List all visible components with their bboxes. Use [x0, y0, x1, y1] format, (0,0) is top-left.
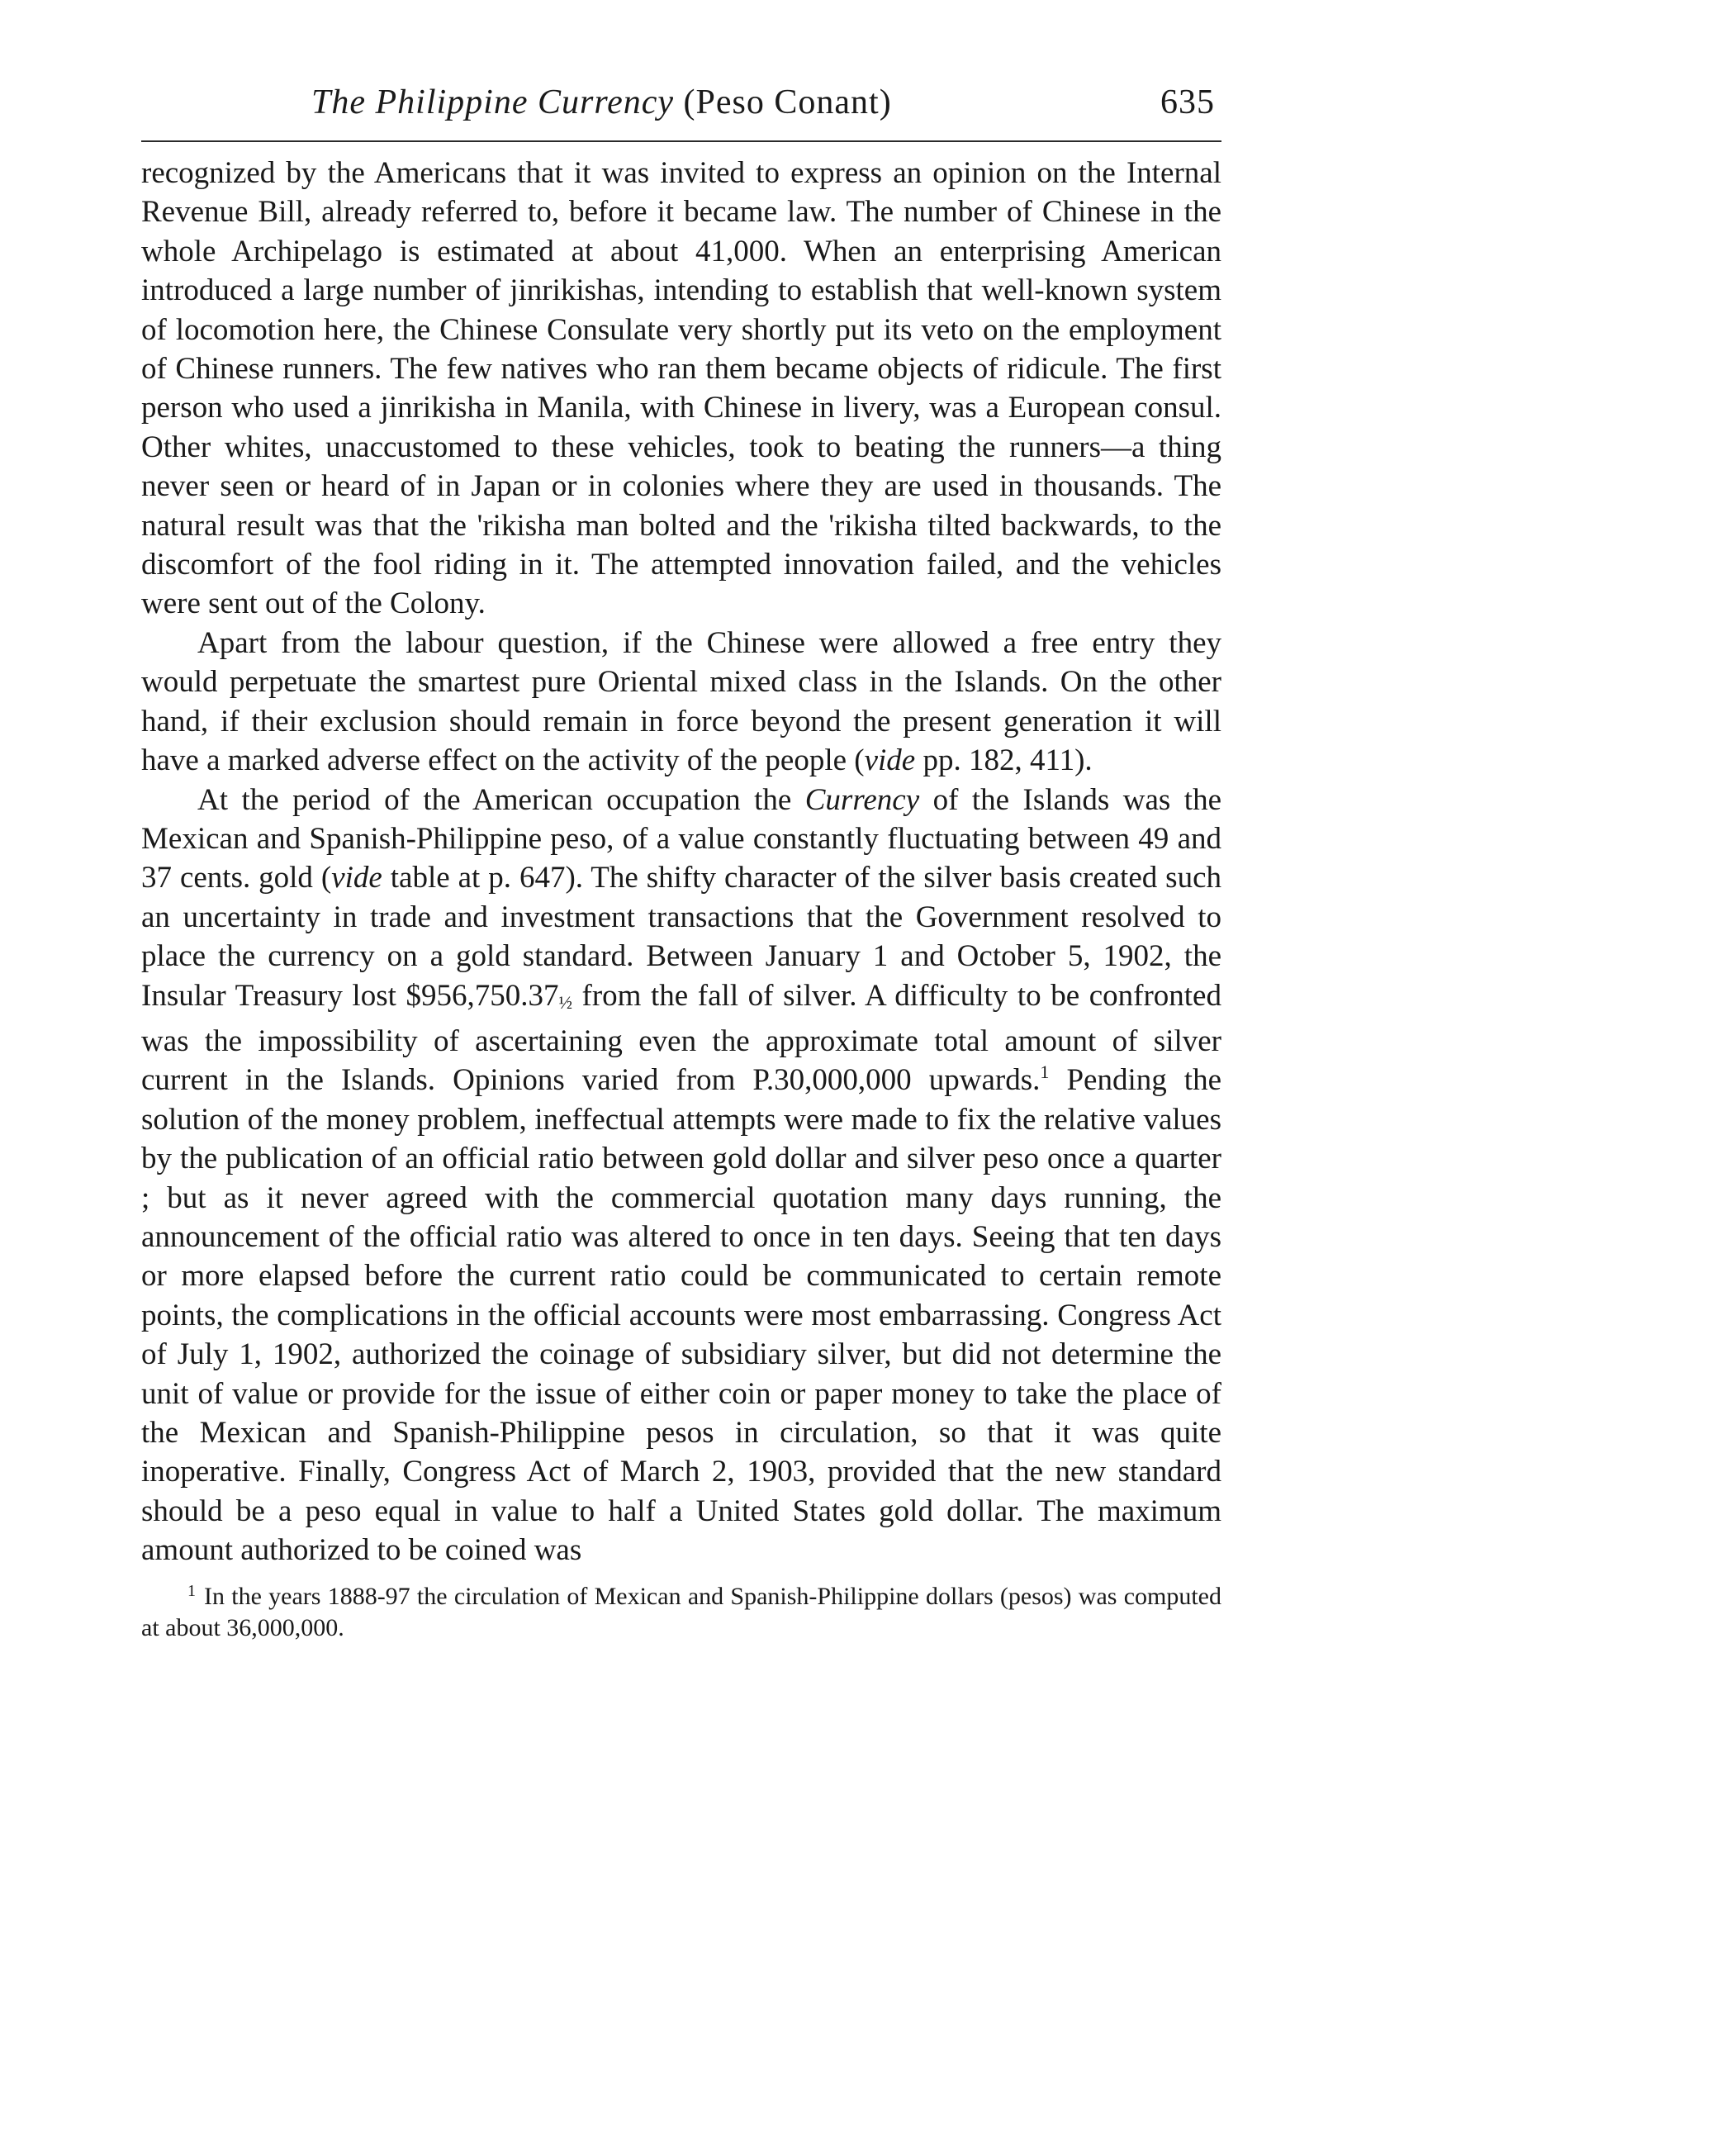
paragraph-2-text-a: Apart from the labour question, if the Chinese were allowed a free entry they would perpetuate the smartest pure Oriental mixed class in the Islands. On the other hand, if their exclusion should remain in force beyond the present generation it will have a marked adverse effect on the activity of the people ( — [141, 625, 1221, 778]
body-text — [141, 154, 1221, 1570]
footnote — [141, 1575, 1221, 1644]
paragraph-3-fraction: ½ — [558, 991, 572, 1013]
page-number: 635 — [1160, 83, 1215, 121]
header-rule — [141, 140, 1221, 142]
footnote-mark: 1 — [187, 1581, 196, 1600]
running-head-title — [311, 83, 892, 122]
running-head — [141, 76, 1221, 140]
running-head-title-italic: The Philippine Currency — [311, 83, 675, 121]
paragraph-3-text-d: from the fall of silver. A difficulty to be confronted was the impossibility of ascertaining even the approximate total amount of silver current in the Islands. Opinions varied from P.30,000,000 upwards. — [141, 978, 1221, 1098]
footnote-text: In the years 1888-97 the circulation of Mexican and Spanish-Philippine dollars (pesos) was computed at about 36,000,000. — [141, 1582, 1221, 1641]
paragraph-2 — [141, 624, 1221, 781]
paragraph-3-vide: vide — [331, 861, 382, 895]
footnote-reference: 1 — [1040, 1061, 1050, 1083]
paragraph-3-text-e: Pending the solution of the money problem, ineffectual attempts were made to fix the relative values by the publication of an official ratio between gold dollar and silver peso once a quarter ; but as it never agreed with the commercial quotation many days running, the announcement of the official ratio was altered to once in ten days. Seeing that ten days or more elapsed before the current ratio could be communicated to certain remote points, the complications in the official accounts were most embarrassing. Congress Act of July 1, 1902, authorized the coinage of subsidiary silver, but did not determine the unit of value or provide for the issue of either coin or paper money to take the place of the Mexican and Spanish-Philippine pesos in circulation, so that it was quite inoperative. Finally, Congress Act of March 2, 1903, provided that the new standard should be a peso equal in value to half a United States gold dollar. The maximum amount authorized to be coined was — [141, 1063, 1222, 1568]
paragraph-3 — [141, 781, 1221, 1570]
paragraph-1-text: recognized by the Americans that it was invited to express an opinion on the Internal Revenue Bill, already referred to, before it became law. The number of Chinese in the whole Archipelago is estimated at about 41,000. When an enterprising American introduced a large number of jinrikishas, intending to establish that well-known system of locomotion here, the Chinese Consulate very shortly put its veto on the employment of Chinese runners. The few natives who ran them became objects of ridicule. The first person who used a jinrikisha in Manila, with Chinese in livery, was a European consul. Other whites, unaccustomed to these vehicles, took to beating the runners—a thing never seen or heard of in Japan or in colonies where they are used in thousands. The natural result was that the 'rikisha man bolted and the 'rikisha tilted backwards, to the discomfort of the fool riding in it. The attempted innovation failed, and the vehicles were sent out of the Colony. — [141, 156, 1221, 621]
paragraph-3-text-b: of the Islands was the Mexican and Spanish-Philippine peso, of a value constantly fluctuating between 49 and 37 cents. gold ( — [141, 782, 1221, 895]
paragraph-3-currency: Currency — [804, 782, 920, 817]
paragraph-1 — [141, 154, 1221, 624]
book-page — [141, 76, 1221, 1644]
paragraph-2-text-b: pp. 182, 411). — [915, 743, 1093, 778]
running-head-title-roman: (Peso Conant) — [674, 83, 892, 121]
paragraph-3-text-c: table at p. 647). The shifty character of the silver basis created such an uncertainty in trade and investment transactions that the Government resolved to place the currency on a gold standard. Between January 1 and October 5, 1902, the Insular Treasury lost $956,750.37 — [141, 861, 1222, 1013]
paragraph-3-text-a: At the period of the American occupation the — [197, 782, 805, 817]
paragraph-2-vide: vide — [864, 743, 916, 778]
